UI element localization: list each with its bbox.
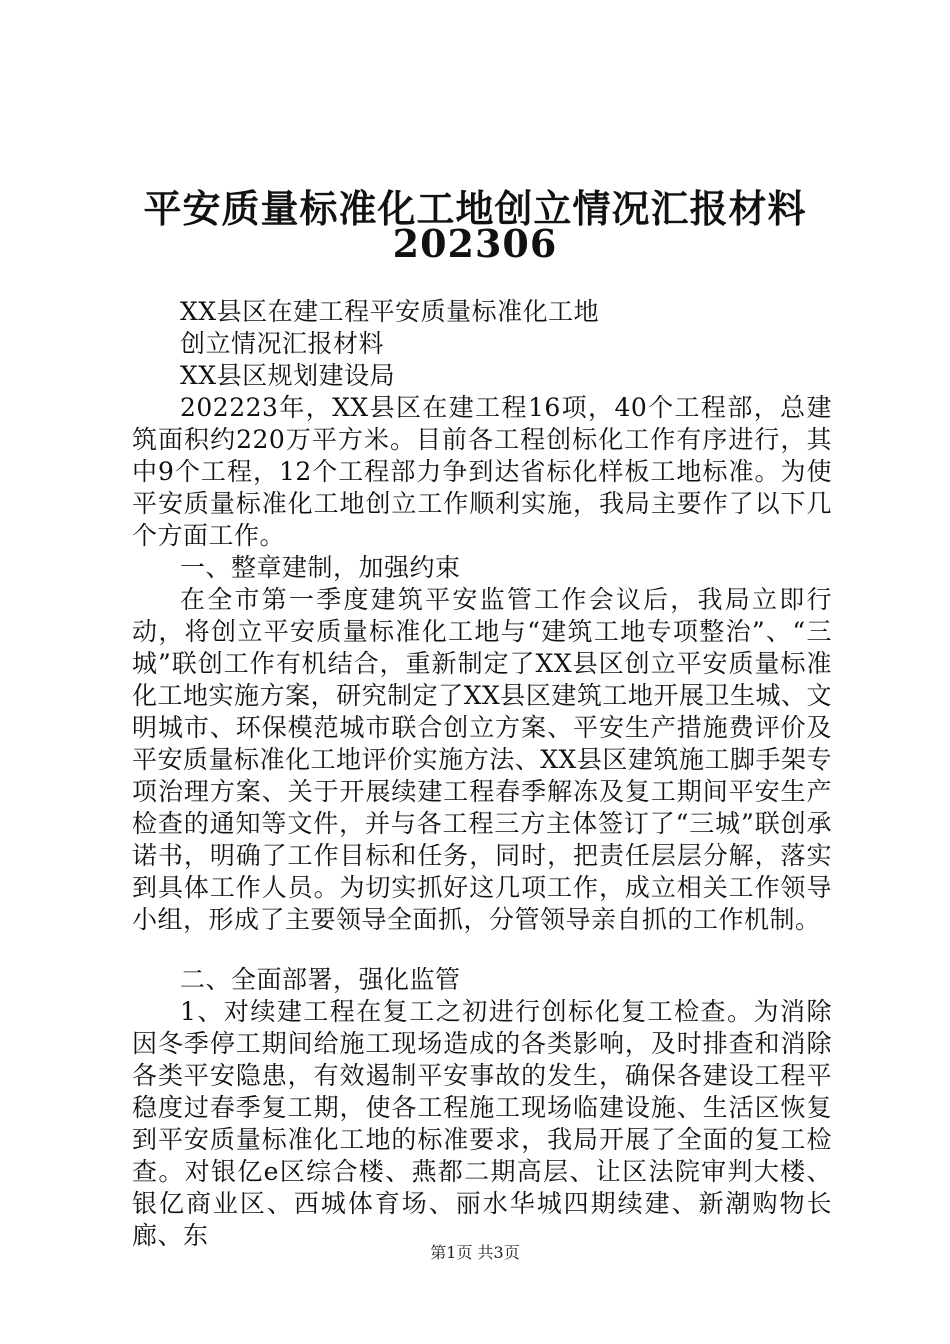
section1-heading: 一、整章建制，加强约束 [180, 553, 461, 582]
document-title-year: 202306 [392, 221, 558, 266]
document-title: 平安质量标准化工地创立情况汇报材料 [143, 186, 807, 231]
page-footer: 第1页 共3页 [430, 1243, 520, 1262]
section2-paragraph: 1、对续建工程在复工之初进行创标化复工检查。为消除因冬季停工期间给施工现场造成的各类影响，及时排查和消除各类平安隐患，有效遏制平安事故的发生，确保各建设工程平稳度过春季复工期，使各工程施工现场临建设施、生活区恢复到平安质量标准化工地的标准要求，我局开展了全面的复工检查。对银亿e区综合楼、燕都二期高层、让区法院审判大楼、银亿商业区、西城体育场、丽水华城四期续建、新潮购物长廊、东 [132, 997, 832, 1250]
section2-heading: 二、全面部署，强化监管 [180, 965, 461, 994]
section1-paragraph: 在全市第一季度建筑平安监管工作会议后，我局立即行动，将创立平安质量标准化工地与“建筑工地专项整治”、“三城”联创工作有机结合，重新制定了XX县区创立平安质量标准化工地实施方案，研究制定了XX县区建筑工地开展卫生城、文明城市、环保模范城市联合创立方案、平安生产措施费评价及平安质量标准化工地评价实施方法、XX县区建筑施工脚手架专项治理方案、关于开展续建工程春季解冻及复工期间平安生产检查的通知等文件，并与各工程三方主体签订了“三城”联创承诺书，明确了工作目标和任务，同时，把责任层层分解，落实到具体工作人员。为切实抓好这几项工作，成立相关工作领导小组，形成了主要领导全面抓，分管领导亲自抓的工作机制。 [132, 585, 832, 934]
header-line-1: XX县区在建工程平安质量标准化工地 [180, 297, 600, 326]
paragraph-gap [132, 936, 832, 964]
document-body [132, 296, 832, 1252]
header-line-3: XX县区规划建设局 [180, 361, 396, 390]
header-line-2: 创立情况汇报材料 [180, 329, 385, 358]
intro-paragraph: 202223年，XX县区在建工程16项，40个工程部，总建筑面积约220万平方米。目前各工程创标化工作有序进行，其中9个工程，12个工程部力争到达省标化样板工地标准。为使平安质量标准化工地创立工作顺利实施，我局主要作了以下几个方面工作。 [132, 393, 832, 550]
